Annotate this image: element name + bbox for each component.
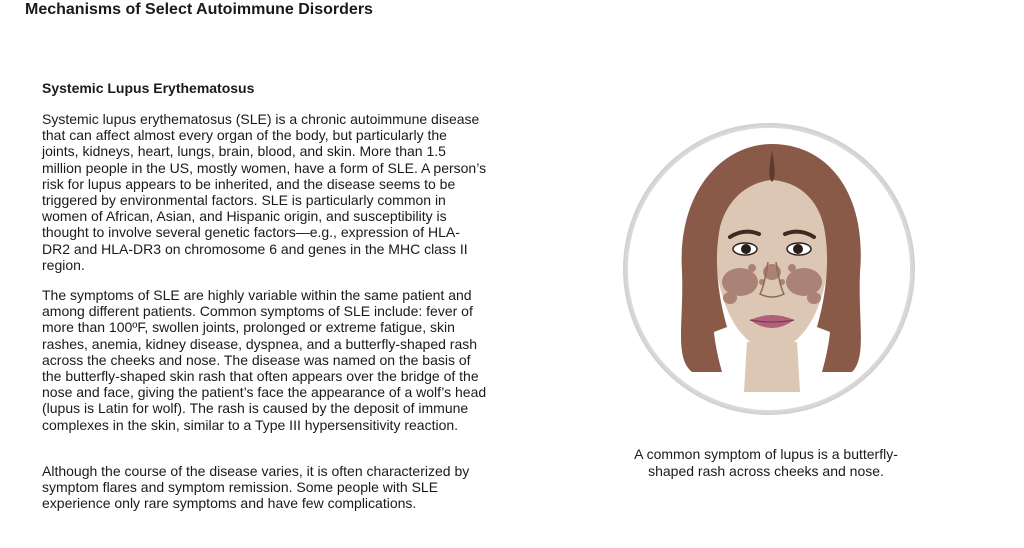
paragraph-course: Although the course of the disease varies, it is often characterized by symptom flares and symptom remission. Some people with SLE experience only rare symptoms and have few complications.: [42, 463, 470, 512]
page-title: Mechanisms of Select Autoimmune Disorders: [25, 1, 373, 18]
section-heading: Systemic Lupus Erythematosus: [42, 80, 255, 96]
lupus-face-illustration: [622, 122, 916, 416]
figure-caption: A common symptom of lupus is a butterfly-shaped rash across cheeks and nose.: [634, 446, 898, 479]
paragraph-symptoms: The symptoms of SLE are highly variable within the same patient and among different patients. Common symptoms of SLE include: fever of more than 100ºF, swollen joints, prolonged or extreme fatigue, skin rashes, anemia, kidney disease, dyspnea, and a butterfly-shaped rash across the cheeks and nose. The disease was named on the basis of the butterfly-shaped skin rash that often appears over the bridge of the nose and face, giving the patient’s face the appearance of a wolf’s head (lupus is Latin for wolf). The rash is caused by the deposit of immune complexes in the skin, similar to a Type III hypersensitivity reaction.: [42, 287, 487, 433]
lupus-face-svg: [622, 122, 916, 416]
paragraph-overview: Systemic lupus erythematosus (SLE) is a chronic autoimmune disease that can affect almost every organ of the body, but particularly the joints, kidneys, heart, lungs, brain, blood, and skin. More than 1.5 million people in the US, mostly women, have a form of SLE. A person’s risk for lupus appears to be inherited, and the disease seems to be triggered by environmental factors. SLE is particularly common in women of African, Asian, and Hispanic origin, and susceptibility is thought to involve several genetic factors—e.g., expression of HLA-DR2 and HLA-DR3 on chromosome 6 and genes in the MHC class II region.: [42, 111, 487, 273]
